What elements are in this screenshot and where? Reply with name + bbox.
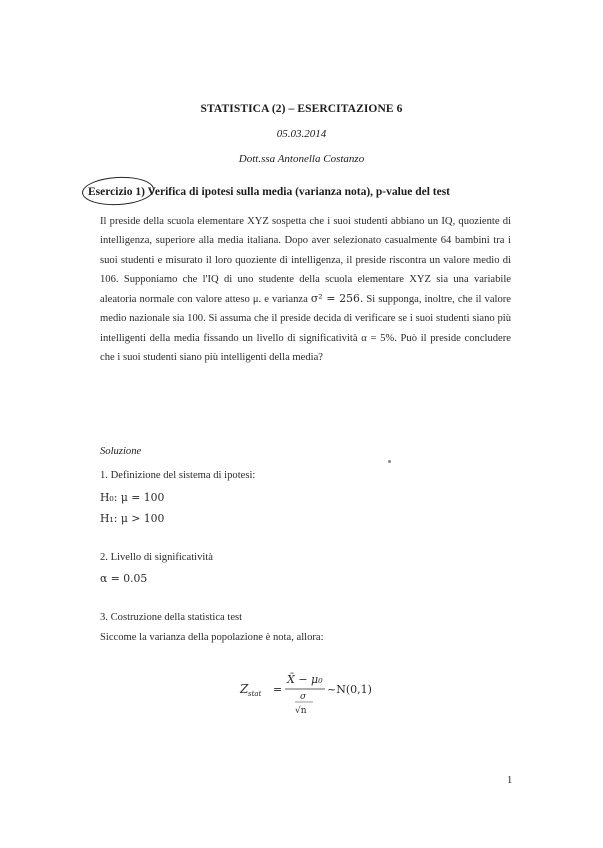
document-title: STATISTICA (2) – ESERCITAZIONE 6 [200,103,403,115]
stray-mark [388,460,391,463]
step3-heading: 3. Costruzione della statistica test [100,612,243,623]
alternative-hypothesis: H₁: μ > 100 [100,512,165,525]
formula-numerator: X̄ − μ₀ [287,673,323,686]
formula-distribution: ~N(0,1) [327,683,372,696]
alpha-value: α = 0.05 [100,572,148,585]
step2-heading: 2. Livello di significatività [100,552,213,563]
test-statistic-formula [238,666,388,726]
null-hypothesis: H₀: μ = 100 [100,491,165,504]
formula-denominator-sqrt-n: √n [295,706,307,716]
exercise-text [100,212,511,367]
variance-note: Siccome la varianza della popolazione è nota, allora: [100,632,324,643]
formula-equals: = [273,683,283,696]
variance-expression: σ² = 256. [310,292,364,306]
document-author: Dott.ssa Antonella Costanzo [238,153,365,165]
exercise-heading-text: ) Verifica di ipotesi sulla media (varianza nota), p-value del test [141,186,451,198]
formula-lhs-sub: stat [248,690,262,698]
solution-title: Soluzione [100,446,142,457]
exercise-label [88,186,141,198]
hand-drawn-circle [81,175,154,207]
exercise-heading [88,186,450,198]
exercise-label-text: Esercizio 1 [88,186,142,198]
page-number: 1 [507,775,513,786]
document-date: 05.03.2014 [276,128,327,140]
exercise-text-part2: Si supponga, inoltre, che il valore medio nazionale sia 100. Si assuma che il preside decida di verificare se i suoi studenti siano più intelligenti della media fissando un livello di significatività α = 5%. Può il preside concludere che i suoi studenti siano più intelligenti della media? [100,294,511,364]
exercise-text-part1: Il preside della scuola elementare XYZ sospetta che i suoi studenti abbiano un IQ, quoziente di intelligenza, superiore alla media italiana. Dopo aver selezionato casualmente 64 bambini tra i suoi studenti e misurato il loro quoziente di intelligenza, il preside riscontra un valore medio di 106. Supponiamo che l'IQ di uno studente della scuola elementare XYZ sia una variabile aleatoria normale con valore atteso μ. e varianza [100,216,511,306]
formula-lhs: Z [240,682,249,696]
step1-heading: 1. Definizione del sistema di ipotesi: [100,470,256,481]
formula-denominator-sigma: σ [300,692,307,702]
